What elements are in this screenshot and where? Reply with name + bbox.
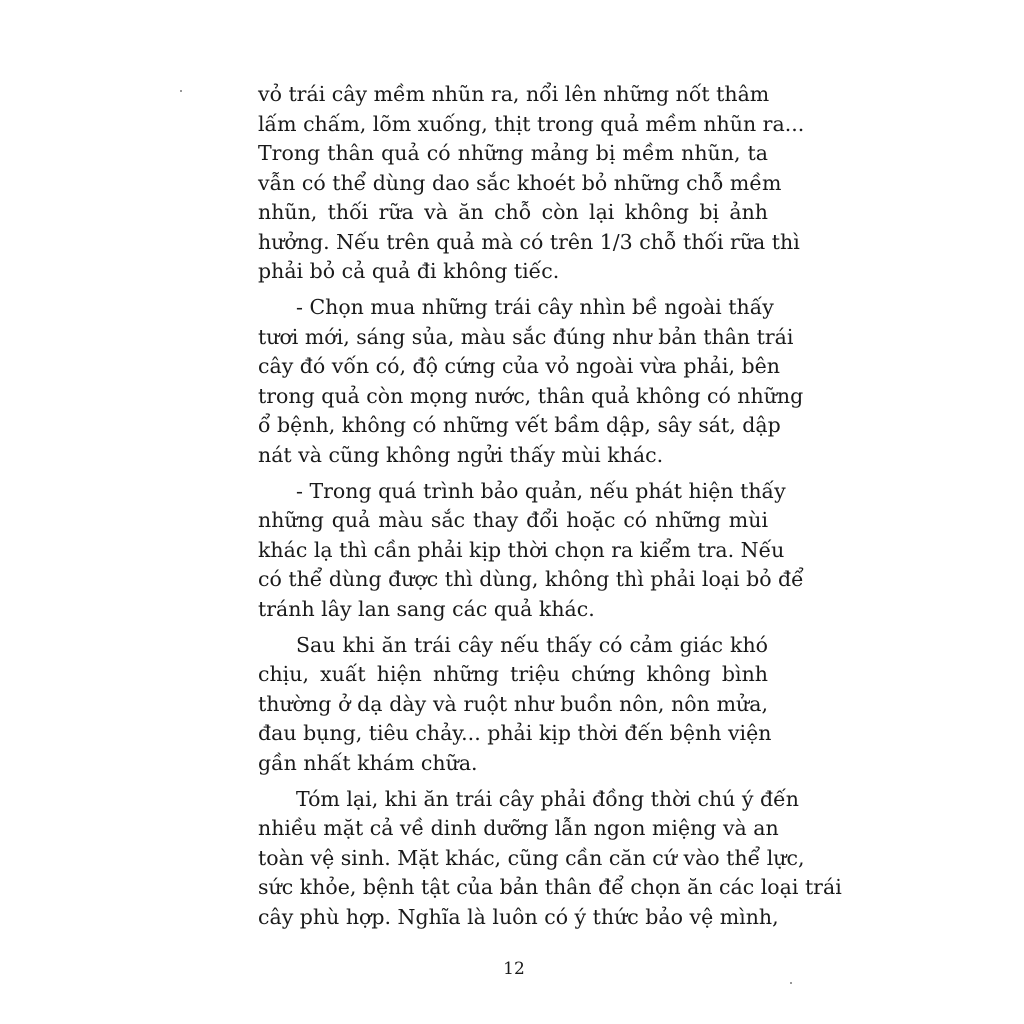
- page-number: 12: [503, 959, 525, 979]
- text-line: hưởng. Nếu trên quả mà có trên 1/3 chỗ thối rữa thì: [258, 229, 800, 254]
- paragraph-first-line: - Trong quá trình bảo quản, nếu phát hiện thấy: [296, 478, 786, 503]
- text-line: nhũn, thối rữa và ăn chỗ còn lại không bị ảnh: [258, 200, 768, 224]
- text-line: ổ bệnh, không có những vết bầm dập, sây sát, dập: [258, 413, 781, 437]
- text-line: phải bỏ cả quả đi không tiếc.: [258, 259, 560, 283]
- paragraph-first-line: - Chọn mua những trái cây nhìn bề ngoài thấy: [296, 295, 774, 319]
- scan-speck: [180, 90, 182, 92]
- paragraph-first-line: Tóm lại, khi ăn trái cây phải đồng thời chú ý đến: [296, 786, 799, 811]
- text-line: có thể dùng được thì dùng, không thì phải loại bỏ để: [258, 567, 804, 591]
- text-line: vỏ trái cây mềm nhũn ra, nổi lên những nốt thâm: [258, 82, 770, 106]
- text-line: những quả màu sắc thay đổi hoặc có những mùi: [258, 508, 768, 532]
- text-line: tránh lây lan sang các quả khác.: [258, 596, 595, 621]
- text-line: vẫn có thể dùng dao sắc khoét bỏ những chỗ mềm: [258, 170, 782, 195]
- text-line: thường ở dạ dày và ruột như buồn nôn, nôn mửa,: [258, 691, 768, 716]
- text-line: đau bụng, tiêu chảy... phải kịp thời đến bệnh viện: [258, 721, 772, 745]
- scan-speck: [790, 982, 792, 984]
- text-line: khác lạ thì cần phải kịp thời chọn ra kiểm tra. Nếu: [258, 537, 785, 562]
- paragraph-first-line: Sau khi ăn trái cây nếu thấy có cảm giác khó: [296, 632, 768, 657]
- text-line: chịu, xuất hiện những triệu chứng không bình: [258, 662, 768, 686]
- text-line: nát và cũng không ngửi thấy mùi khác.: [258, 442, 664, 467]
- text-line: sức khỏe, bệnh tật của bản thân để chọn ăn các loại trái: [258, 875, 842, 899]
- text-line: lấm chấm, lõm xuống, thịt trong quả mềm nhũn ra...: [258, 111, 805, 136]
- text-line: trong quả còn mọng nước, thân quả không có những: [258, 383, 804, 408]
- text-line: toàn vệ sinh. Mặt khác, cũng cần căn cứ vào thể lực,: [258, 845, 805, 870]
- text-line: Trong thân quả có những mảng bị mềm nhũn, ta: [258, 141, 768, 165]
- text-line: cây phù hợp. Nghĩa là luôn có ý thức bảo vệ mình,: [258, 904, 779, 929]
- text-line: nhiều mặt cả về dinh dưỡng lẫn ngon miệng và an: [258, 816, 779, 840]
- body-text: [258, 80, 842, 932]
- text-line: cây đó vốn có, độ cứng của vỏ ngoài vừa phải, bên: [258, 354, 780, 378]
- text-line: tươi mới, sáng sủa, màu sắc đúng như bản thân trái: [258, 324, 794, 349]
- text-line: gần nhất khám chữa.: [258, 750, 478, 775]
